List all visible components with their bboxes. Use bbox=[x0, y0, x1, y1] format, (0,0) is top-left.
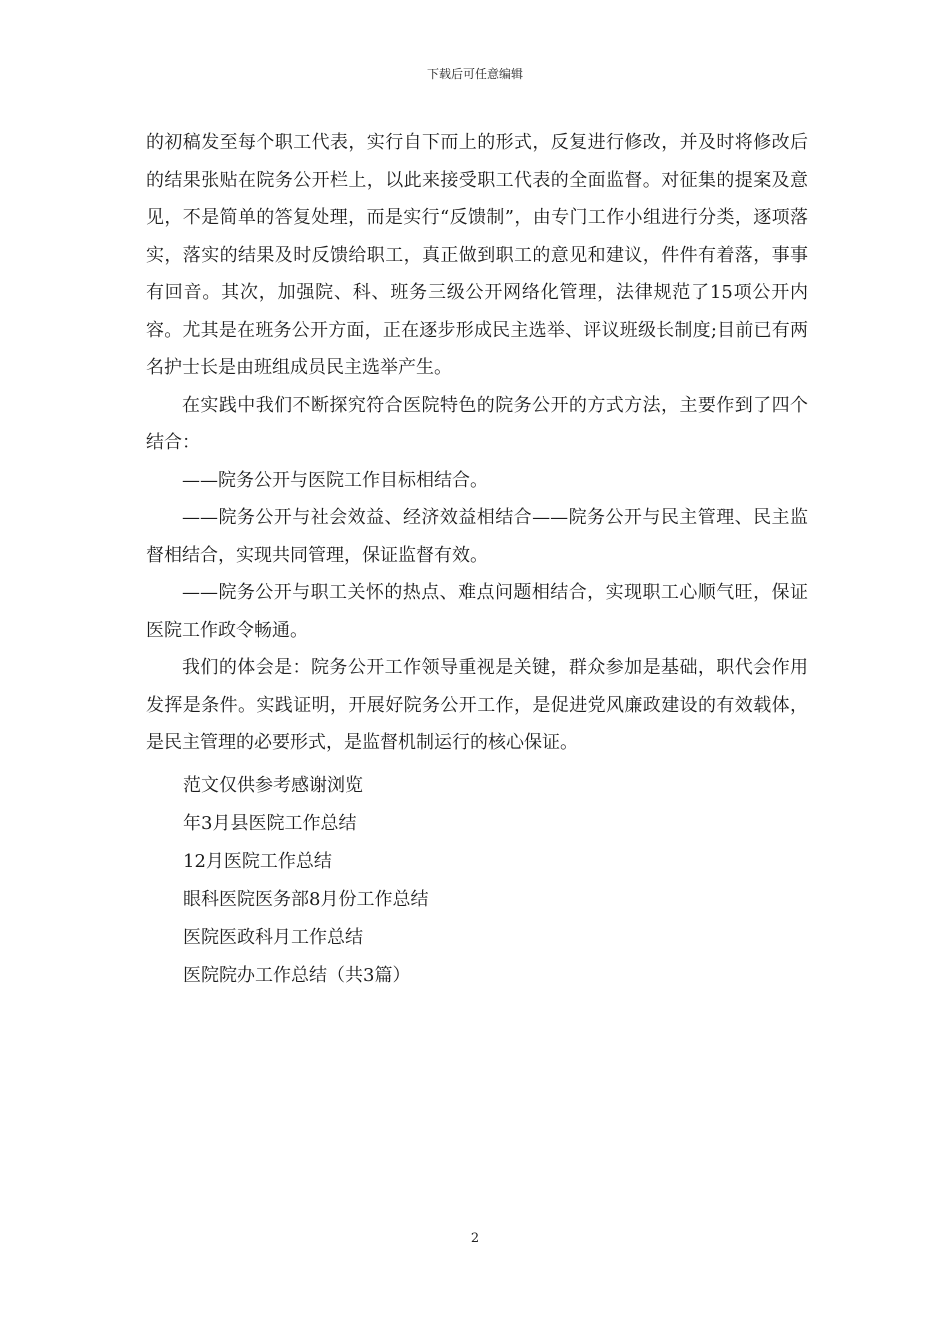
list-item[interactable]: 12月医院工作总结 bbox=[183, 851, 332, 872]
list-item: 范文仅供参考感谢浏览 bbox=[183, 775, 363, 796]
related-documents-list bbox=[183, 767, 783, 995]
list-item[interactable]: 年3月县医院工作总结 bbox=[183, 813, 357, 834]
paragraph-combination-2: ——院务公开与社会效益、经济效益相结合——院务公开与民主管理、民主监督相结合，实现共同管理，保证监督有效。 bbox=[146, 507, 808, 566]
paragraph-continuation: 的初稿发至每个职工代表，实行自下而上的形式，反复进行修改，并及时将修改后的结果张贴在院务公开栏上，以此来接受职工代表的全面监督。对征集的提案及意见，不是简单的答复处理，而是实行“反馈制”，由专门工作小组进行分类，逐项落实，落实的结果及时反馈给职工，真正做到职工的意见和建议，件件有着落，事事有回音。其次，加强院、科、班务三级公开网络化管理，法律规范了15项公开内容。尤其是在班务公开方面，正在逐步形成民主选举、评议班级长制度;目前已有两名护士长是由班组成员民主选举产生。 bbox=[146, 132, 808, 378]
page-header-note: 下载后可任意编辑 bbox=[426, 67, 523, 81]
paragraph-methods-intro: 在实践中我们不断探究符合医院特色的院务公开的方式方法，主要作到了四个结合： bbox=[146, 394, 808, 453]
list-item[interactable]: 眼科医院医务部8月份工作总结 bbox=[183, 889, 429, 910]
paragraph-conclusion: 我们的体会是：院务公开工作领导重视是关键，群众参加是基础，职代会作用发挥是条件。实践证明，开展好院务公开工作，是促进党风廉政建设的有效载体，是民主管理的必要形式，是监督机制运行的核心保证。 bbox=[146, 657, 808, 753]
list-item[interactable]: 医院医政科月工作总结 bbox=[183, 927, 363, 948]
page-number: 2 bbox=[470, 1231, 480, 1246]
paragraph-combination-3: ——院务公开与职工关怀的热点、难点问题相结合，实现职工心顺气旺，保证医院工作政令畅通。 bbox=[146, 582, 808, 641]
paragraph-combination-1: ——院务公开与医院工作目标相结合。 bbox=[182, 469, 488, 491]
list-item[interactable]: 医院院办工作总结（共3篇） bbox=[183, 965, 411, 986]
document-body bbox=[146, 124, 808, 762]
